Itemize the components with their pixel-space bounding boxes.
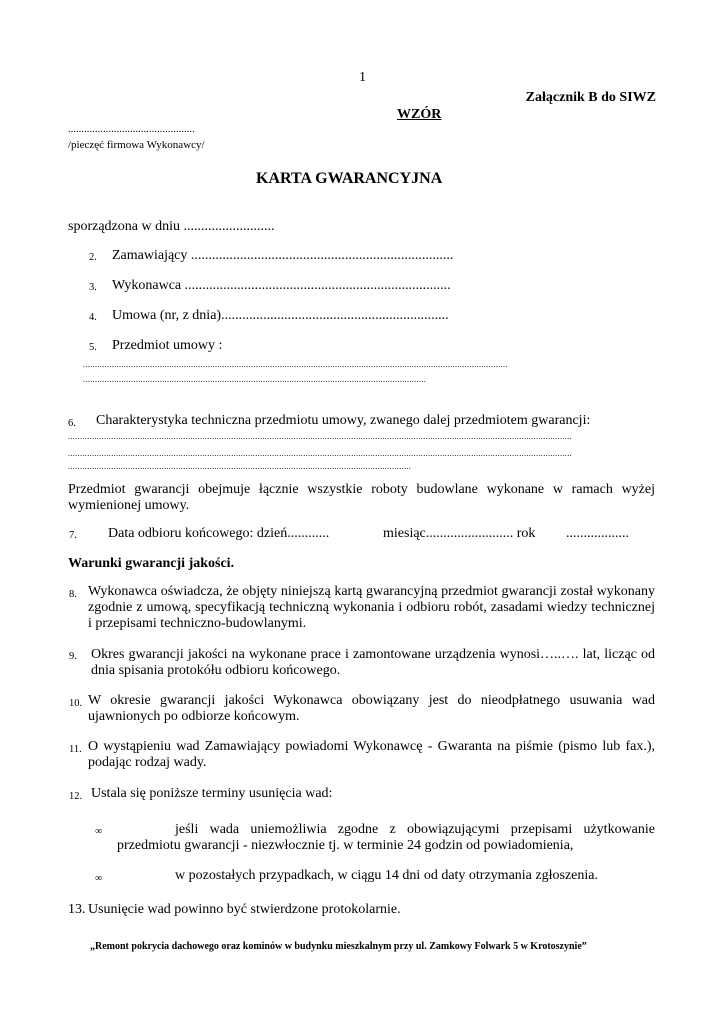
condition-11-text: O wystąpieniu wad Zamawiający powiadomi Wykonawcę - Gwaranta na piśmie (pismo lub fax.), podając rodzaj wady.	[88, 739, 655, 770]
condition-12-number: 12.	[69, 791, 83, 802]
condition-9-text: Okres gwarancji jakości na wykonane prace i zamontowane urządzenia wynosi…..…. lat, licząc od dnia spisania protokółu odbioru końcowego.	[91, 647, 655, 678]
item-6-dots-1: ..................................................................................................................................................................................................................	[68, 432, 572, 441]
item-7-acceptance-year: ..................	[566, 526, 629, 541]
item-6-dots-3: ...............................................................................................................................................	[68, 462, 412, 471]
page-number: 1	[359, 70, 366, 85]
condition-13-text: Usunięcie wad powinno być stwierdzone protokolarnie.	[88, 902, 401, 917]
scope-paragraph: Przedmiot gwarancji obejmuje łącznie wszystkie roboty budowlane wykonane w ramach wyżej wymienionej umowy.	[68, 482, 655, 513]
condition-11-number: 11.	[69, 744, 82, 755]
bullet-1-icon: ∞	[95, 826, 103, 837]
term-other-text: w pozostałych przypadkach, w ciągu 14 dni od daty otrzymania zgłoszenia.	[175, 868, 598, 883]
condition-10-text: W okresie gwarancji jakości Wykonawca obowiązany jest do nieodpłatnego usuwania wad ujawnionych po odbiorze końcowym.	[88, 693, 655, 724]
item-6-number: 6.	[68, 418, 76, 429]
item-5-dots-1: .................................................................................................................................................................................	[83, 360, 508, 369]
item-3-number: 3.	[89, 282, 97, 293]
item-4-contract: Umowa (nr, z dnia).................................................................	[112, 308, 449, 323]
term-urgent-text: jeśli wada uniemożliwia zgodne z obowiązującymi przepisami użytkowanie przedmiotu gwarancji - niezwłocznie tj. w terminie 24 godzin od powiadomienia,	[117, 822, 655, 853]
item-3-contractor: Wykonawca ............................................................................	[112, 278, 451, 293]
template-label: WZÓR	[397, 107, 442, 122]
item-2-orderer: Zamawiający ...........................................................................	[112, 248, 454, 263]
footer-project-title: „Remont pokrycia dachowego oraz kominów w budynku mieszkalnym przy ul. Zamkowy Folwark 5 w Krotoszynie”	[90, 941, 587, 952]
item-6-characteristics: Charakterystyka techniczna przedmiotu umowy, zwanego dalej przedmiotem gwarancji:	[96, 413, 591, 428]
document-title: KARTA GWARANCYJNA	[256, 170, 443, 187]
item-7-number: 7.	[69, 530, 77, 541]
attachment-label: Załącznik B do SIWZ	[525, 90, 656, 105]
condition-10-number: 10.	[69, 698, 83, 709]
item-4-number: 4.	[89, 312, 97, 323]
item-6-dots-2: ..................................................................................................................................................................................................................	[68, 449, 572, 458]
bullet-2-icon: ∞	[95, 873, 103, 884]
item-2-number: 2.	[89, 252, 97, 263]
item-5-number: 5.	[89, 342, 97, 353]
item-5-subject: Przedmiot umowy :	[112, 338, 223, 353]
condition-8-number: 8.	[69, 589, 77, 600]
drawn-up-date: sporządzona w dniu ..........................	[68, 219, 275, 234]
condition-9-number: 9.	[69, 651, 77, 662]
item-7-acceptance-day: Data odbioru końcowego: dzień............	[108, 526, 330, 541]
stamp-label: /pieczęć firmowa Wykonawcy/	[68, 139, 205, 151]
condition-13-number: 13.	[68, 902, 86, 917]
condition-8-text: Wykonawca oświadcza, że objęty niniejszą kartą gwarancyjną przedmiot gwarancji został wykonany zgodnie z umową, specyfikacją techniczną wykonania i odbioru robót, zasadami wiedzy technicznej i przepisami techniczno-budowlanymi.	[88, 584, 655, 631]
condition-12-text: Ustala się poniższe terminy usunięcia wad:	[91, 786, 333, 801]
conditions-heading: Warunki gwarancji jakości.	[68, 556, 235, 571]
item-5-dots-2: ...............................................................................................................................................	[83, 375, 427, 384]
stamp-dots: ...............................................	[68, 124, 195, 135]
item-7-acceptance-month: miesiąc......................... rok	[383, 526, 536, 541]
